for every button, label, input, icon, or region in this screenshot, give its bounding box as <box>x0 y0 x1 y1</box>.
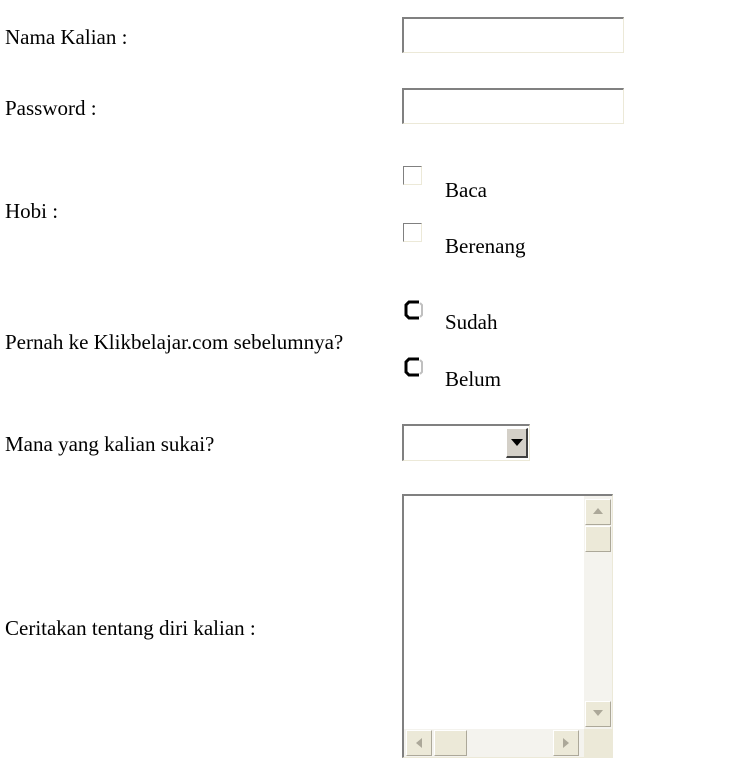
horizontal-scroll-thumb[interactable] <box>434 730 467 756</box>
scroll-left-button[interactable] <box>406 730 432 756</box>
about-textarea[interactable] <box>402 494 613 758</box>
password-label: Password : <box>5 96 97 120</box>
hobby-option-baca-label: Baca <box>445 178 487 202</box>
preference-label: Mana yang kalian sukai? <box>5 432 215 456</box>
visited-option-sudah-label: Sudah <box>445 310 498 334</box>
scroll-up-button[interactable] <box>585 499 611 525</box>
dropdown-button[interactable] <box>506 428 528 458</box>
name-input[interactable] <box>402 17 624 53</box>
visited-label: Pernah ke Klikbelajar.com sebelumnya? <box>5 330 344 354</box>
visited-radio-belum[interactable] <box>403 356 425 378</box>
horizontal-scrollbar[interactable] <box>404 729 584 757</box>
password-input[interactable] <box>402 88 624 124</box>
hobby-label: Hobi : <box>5 199 59 223</box>
scroll-right-button[interactable] <box>553 730 579 756</box>
scroll-down-arrow-icon <box>593 710 603 716</box>
scroll-down-button[interactable] <box>585 701 611 727</box>
visited-radio-sudah[interactable] <box>403 299 425 321</box>
vertical-scroll-thumb[interactable] <box>585 526 611 552</box>
visited-option-belum-label: Belum <box>445 367 501 391</box>
triangle-down-icon <box>511 439 523 446</box>
hobby-checkbox-berenang[interactable] <box>403 223 422 242</box>
scroll-up-arrow-icon <box>593 508 603 514</box>
scroll-right-arrow-icon <box>563 738 569 748</box>
preference-select[interactable] <box>402 424 530 461</box>
about-label: Ceritakan tentang diri kalian : <box>5 616 256 640</box>
hobby-option-berenang-label: Berenang <box>445 234 526 258</box>
vertical-scrollbar[interactable] <box>584 496 612 729</box>
scrollbar-corner <box>584 729 612 757</box>
scroll-left-arrow-icon <box>416 738 422 748</box>
name-label: Nama Kalian : <box>5 25 128 49</box>
hobby-checkbox-baca[interactable] <box>403 166 422 185</box>
